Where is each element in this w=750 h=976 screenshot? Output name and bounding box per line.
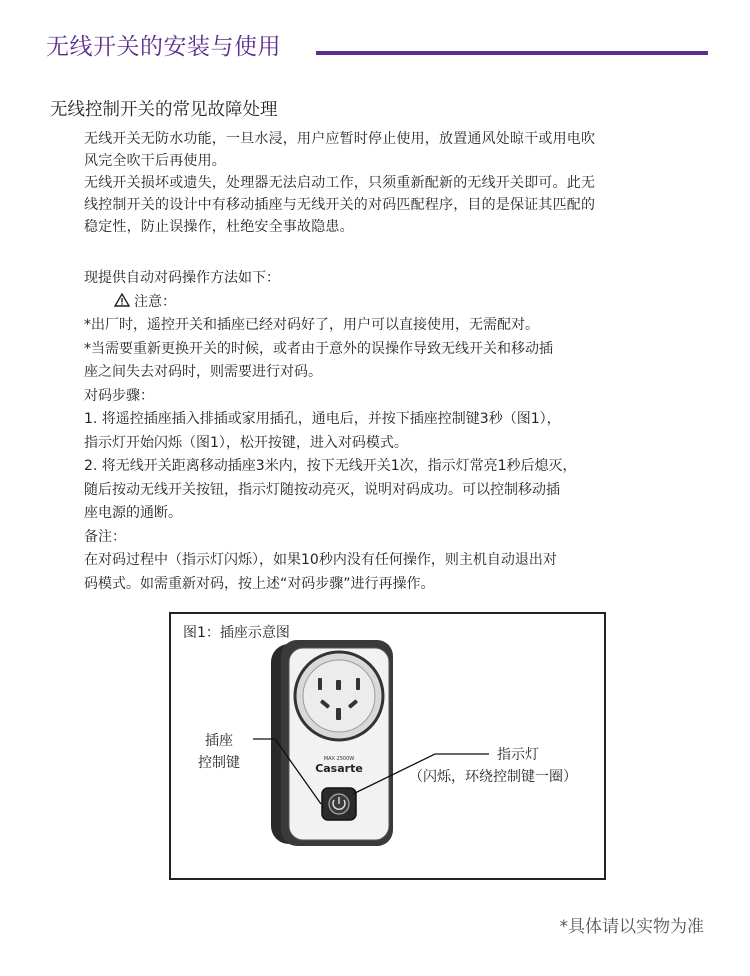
intro-line: 稳定性，防止误操作，杜绝安全事故隐患。 xyxy=(84,219,354,235)
indicator-label xyxy=(409,744,577,788)
socket-label xyxy=(189,730,249,774)
intro-line: 无线开关无防水功能，一旦水浸，用户应暂时停止使用，放置通风处晾干或用电吹 xyxy=(84,131,596,147)
device-rating: MAX 2500W xyxy=(323,756,355,762)
method-line: 在对码过程中（指示灯闪烁），如果10秒内没有任何操作，则主机自动退出对 xyxy=(84,552,557,568)
method-lead: 现提供自动对码操作方法如下： xyxy=(84,270,280,286)
intro-text xyxy=(84,128,704,238)
method-line: 2. 将无线开关距离移动插座3米内，按下无线开关1次，指示灯常亮1秒后熄灭， xyxy=(84,458,577,474)
header-divider xyxy=(316,51,708,55)
socket-label-line: 插座 xyxy=(205,733,233,749)
figure-caption: 图1：插座示意图 xyxy=(183,625,290,641)
pairing-method xyxy=(84,267,704,596)
page-title: 无线开关的安装与使用 xyxy=(46,34,281,60)
method-line: 指示灯开始闪烁（图1），松开按键，进入对码模式。 xyxy=(84,434,408,451)
warning-icon xyxy=(114,293,130,307)
method-line: 1. 将遥控插座插入排插或家用插孔，通电后，并按下插座控制键3秒（图1）， xyxy=(84,411,561,427)
method-line: 码模式。如需重新对码，按上述“对码步骤”进行再操作。 xyxy=(84,575,435,592)
method-line: 座电源的通断。 xyxy=(84,505,182,521)
socket-figure xyxy=(169,612,606,880)
method-line: *出厂时，遥控开关和插座已经对码好了，用户可以直接使用，无需配对。 xyxy=(84,317,539,333)
method-line: 随后按动无线开关按钮，指示灯随按动亮灭，说明对码成功。可以控制移动插 xyxy=(84,481,560,498)
intro-line: 线控制开关的设计中有移动插座与无线开关的对码匹配程序，目的是保证其匹配的 xyxy=(84,197,596,213)
method-line: 座之间失去对码时，则需要进行对码。 xyxy=(84,364,322,380)
footer-note: *具体请以实物为准 xyxy=(559,917,704,937)
remarks-heading: 备注： xyxy=(84,528,126,545)
page-header xyxy=(46,22,708,62)
steps-heading: 对码步骤： xyxy=(84,387,154,404)
indicator-description: （闪烁，环绕控制键一圈） xyxy=(409,769,577,785)
section-title: 无线控制开关的常见故障处理 xyxy=(50,100,278,120)
intro-line: 风完全吹干后再使用。 xyxy=(84,153,226,169)
device-brand: Casarte xyxy=(315,762,363,775)
warning-label: 注意： xyxy=(134,293,176,310)
method-line: *当需要重新更换开关的时候，或者由于意外的误操作导致无线开关和移动插 xyxy=(84,340,553,357)
control-key-label: 控制键 xyxy=(198,755,240,771)
warning-heading xyxy=(84,291,704,315)
indicator-label-line: 指示灯 xyxy=(497,747,539,763)
intro-line: 无线开关损坏或遗失，处理器无法启动工作，只须重新配新的无线开关即可。此无 xyxy=(84,175,596,191)
